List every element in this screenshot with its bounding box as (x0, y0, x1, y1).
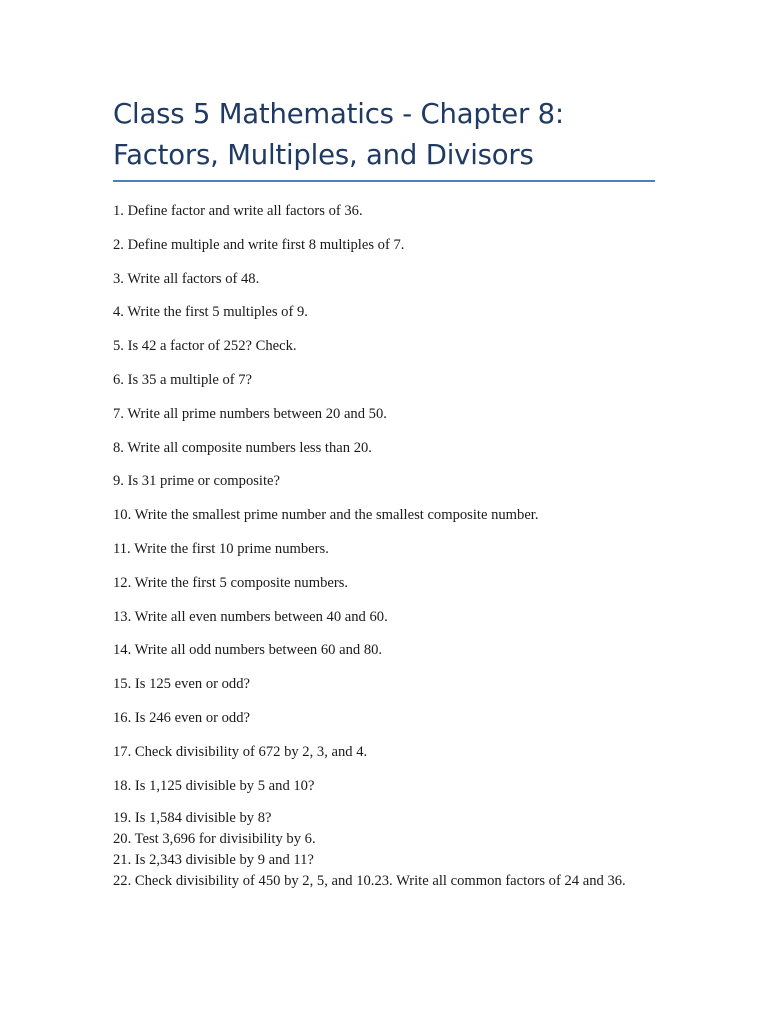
question-item: 12. Write the first 5 composite numbers. (113, 574, 349, 591)
question-item: 9. Is 31 prime or composite? (113, 473, 280, 490)
question-item: 8. Write all composite numbers less than 20. (113, 439, 372, 456)
title-line-2: Factors, Multiples, and Divisors (113, 139, 534, 171)
question-item: 19. Is 1,584 divisible by 8? (113, 810, 272, 827)
question-item: 4. Write the first 5 multiples of 9. (113, 304, 308, 321)
question-item: 16. Is 246 even or odd? (113, 709, 250, 726)
question-item: 18. Is 1,125 divisible by 5 and 10? (113, 777, 315, 794)
title-line-1: Class 5 Mathematics - Chapter 8: (113, 98, 565, 130)
question-item: 5. Is 42 a factor of 252? Check. (113, 338, 297, 355)
question-item: 21. Is 2,343 divisible by 9 and 11? (113, 852, 314, 869)
question-item: 10. Write the smallest prime number and the smallest composite number. (113, 507, 539, 524)
question-list (113, 200, 658, 892)
question-item: 20. Test 3,696 for divisibility by 6. (113, 831, 316, 848)
title-underline (113, 180, 655, 182)
question-item: 14. Write all odd numbers between 60 and 80. (113, 642, 383, 659)
question-item: 11. Write the first 10 prime numbers. (113, 540, 329, 557)
question-item: 22. Check divisibility of 450 by 2, 5, and 10.23. Write all common factors of 24 and 36. (113, 873, 626, 890)
question-item: 3. Write all factors of 48. (113, 270, 260, 287)
question-item: 13. Write all even numbers between 40 and 60. (113, 608, 388, 625)
question-item: 7. Write all prime numbers between 20 and 50. (113, 405, 387, 422)
page-title (113, 94, 673, 176)
question-item: 17. Check divisibility of 672 by 2, 3, and 4. (113, 743, 368, 760)
question-item: 1. Define factor and write all factors of 36. (113, 203, 363, 219)
question-item: 6. Is 35 a multiple of 7? (113, 371, 253, 388)
question-item: 2. Define multiple and write first 8 multiples of 7. (113, 236, 405, 253)
question-item: 15. Is 125 even or odd? (113, 676, 250, 693)
